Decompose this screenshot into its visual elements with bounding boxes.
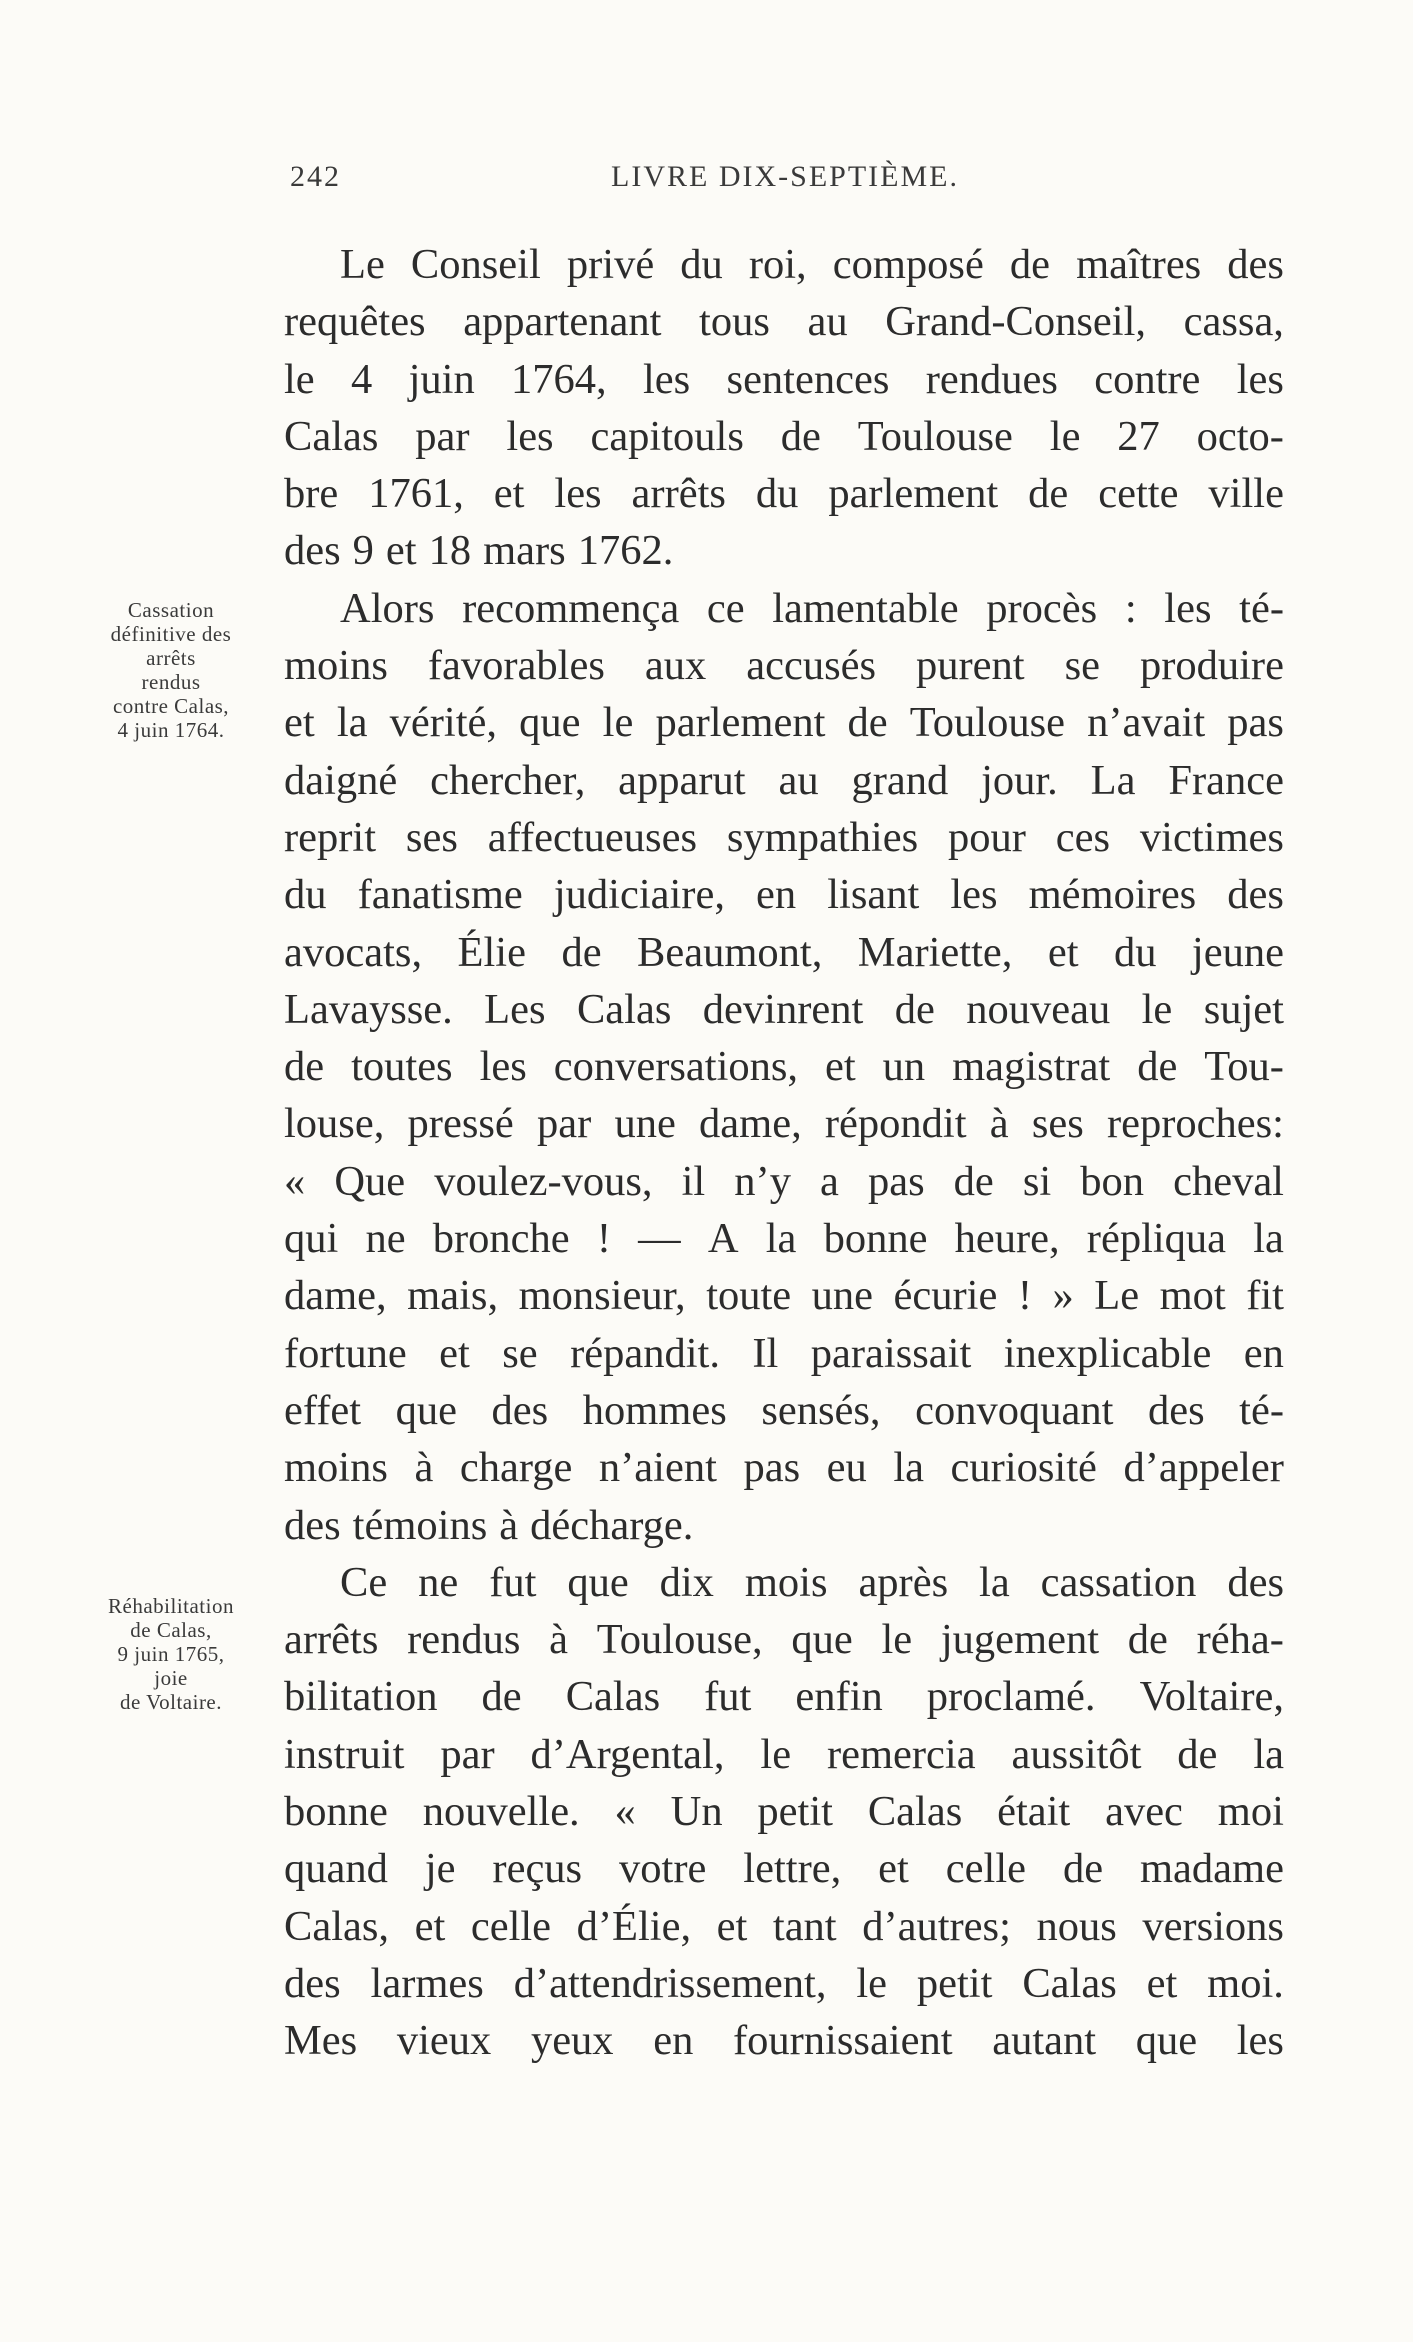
body-line: requêtes appartenant tous au Grand-Conseil, cassa,: [284, 298, 1284, 346]
body-line: bonne nouvelle. « Un petit Calas était avec moi: [284, 1788, 1284, 1836]
margin-note-line: contre Calas,: [112, 694, 230, 718]
body-line: des 9 et 18 mars 1762.: [284, 527, 674, 575]
margin-note-line: rendus: [141, 670, 201, 694]
margin-note-line: définitive des: [110, 622, 232, 646]
body-text: [284, 236, 1284, 2070]
chapter-title: LIVRE DIX-SEPTIÈME.: [611, 160, 959, 193]
body-line: bilitation de Calas fut enfin proclamé. Voltaire,: [284, 1673, 1284, 1721]
body-line: des larmes d’attendrissement, le petit Calas et moi.: [284, 1959, 1284, 2007]
body-line: Calas par les capitouls de Toulouse le 27 octo-: [284, 412, 1284, 460]
margin-note-line: de Calas,: [130, 1618, 212, 1642]
page-number: 242: [290, 160, 341, 193]
margin-note-rehabilitation: [86, 1594, 256, 1714]
body-line: Lavaysse. Les Calas devinrent de nouveau le sujet: [284, 985, 1284, 1033]
body-line: avocats, Élie de Beaumont, Mariette, et du jeune: [284, 928, 1284, 976]
body-line: louse, pressé par une dame, répondit à ses reproches:: [284, 1100, 1284, 1148]
body-line: daigné chercher, apparut au grand jour. La France: [284, 756, 1284, 804]
body-line: quand je reçus votre lettre, et celle de madame: [284, 1845, 1284, 1893]
body-line: arrêts rendus à Toulouse, que le jugement de réha-: [284, 1616, 1284, 1664]
body-line: Mes vieux yeux en fournissaient autant que les: [284, 2017, 1284, 2065]
margin-note-cassation: [86, 598, 256, 742]
body-line: fortune et se répandit. Il paraissait inexplicable en: [284, 1329, 1284, 1377]
body-line: le 4 juin 1764, les sentences rendues contre les: [284, 355, 1284, 403]
body-line: moins favorables aux accusés purent se produire: [284, 642, 1284, 690]
body-line: moins à charge n’aient pas eu la curiosité d’appeler: [284, 1444, 1284, 1492]
body-line: de toutes les conversations, et un magistrat de Tou-: [284, 1043, 1284, 1091]
body-line: instruit par d’Argental, le remercia aussitôt de la: [284, 1730, 1284, 1778]
body-line: des témoins à décharge.: [284, 1501, 694, 1549]
running-head: [290, 160, 1280, 210]
margin-note-line: de Voltaire.: [119, 1690, 223, 1714]
margin-note-line: arrêts: [146, 646, 196, 670]
margin-note-line: 9 juin 1765,: [117, 1642, 225, 1666]
margin-note-line: joie: [154, 1666, 188, 1690]
body-line: Le Conseil privé du roi, composé de maîtres des: [340, 241, 1284, 288]
body-line: et la vérité, que le parlement de Toulouse n’avait pas: [284, 699, 1284, 747]
body-line: qui ne bronche ! — A la bonne heure, répliqua la: [284, 1215, 1284, 1263]
body-line: effet que des hommes sensés, convoquant des té-: [284, 1386, 1284, 1434]
margin-note-line: Réhabilitation: [108, 1594, 234, 1618]
body-line: Alors recommença ce lamentable procès : les té-: [340, 584, 1284, 632]
margin-note-line: Cassation: [127, 598, 215, 622]
margin-note-line: 4 juin 1764.: [117, 718, 225, 742]
body-line: Ce ne fut que dix mois après la cassation des: [340, 1558, 1284, 1606]
body-line: « Que voulez-vous, il n’y a pas de si bon cheval: [284, 1157, 1284, 1205]
body-line: dame, mais, monsieur, toute une écurie ! » Le mot fit: [284, 1272, 1284, 1320]
body-line: bre 1761, et les arrêts du parlement de cette ville: [284, 470, 1284, 518]
body-line: du fanatisme judiciaire, en lisant les mémoires des: [284, 871, 1284, 919]
body-line: reprit ses affectueuses sympathies pour ces victimes: [284, 813, 1284, 861]
body-line: Calas, et celle d’Élie, et tant d’autres; nous versions: [284, 1902, 1284, 1950]
